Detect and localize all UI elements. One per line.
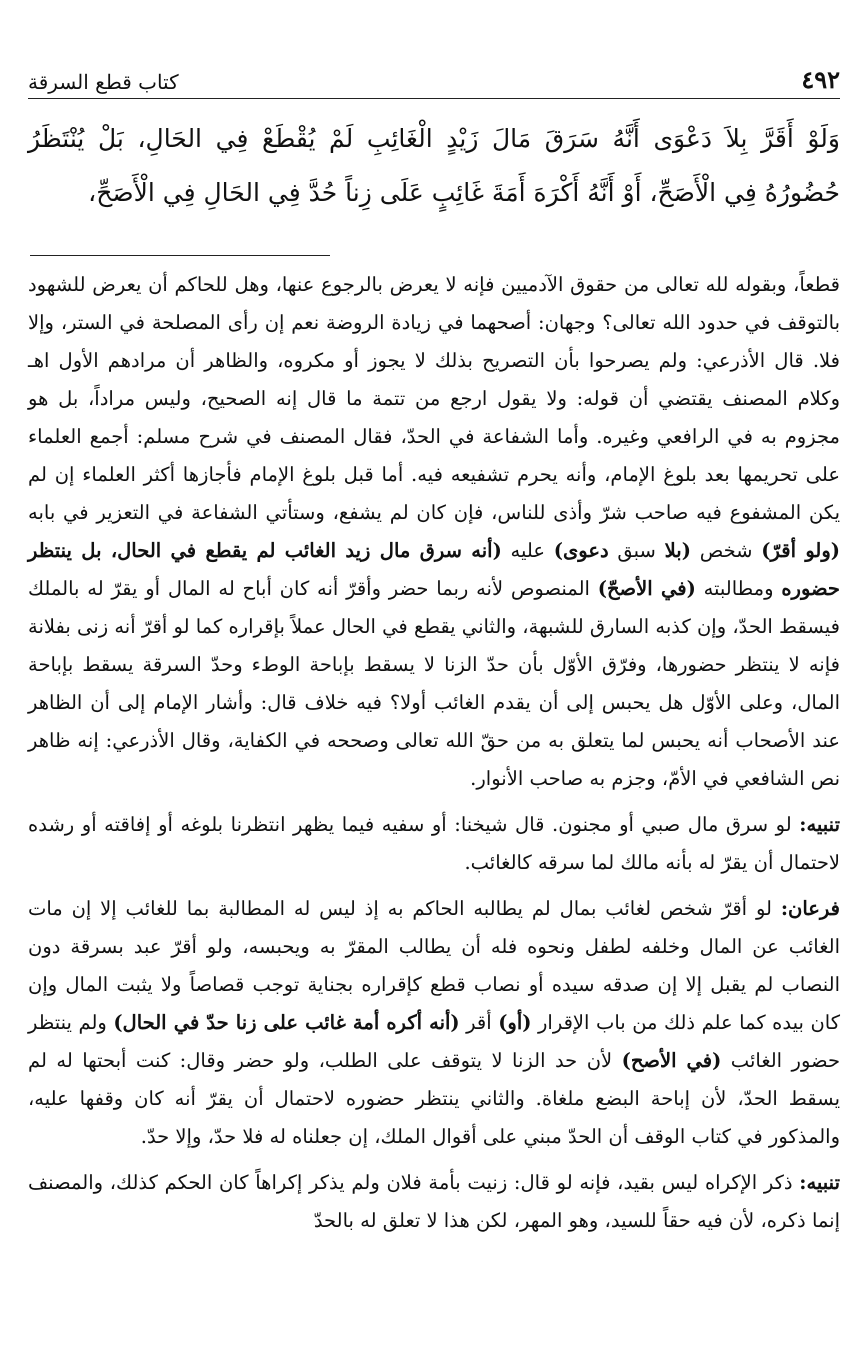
footnote-divider: [30, 255, 330, 256]
text-segment: قطعاً، وبقوله لله تعالى من حقوق الآدميين فإنه لا يعرض بالرجوع عنها، وهل للحاكم أن يعرض للشهود بالتوقف في حدود الله تعالى؟ وجهان: أصحهما في زيادة الروضة نعم إن رأى المصلحة في الستر، وإلا فلا. قال الأذرعي: ولم يصرحوا بأن التصريح بذلك لا يجوز أو مكروه، والظاهر أن مرادهم الأول اهـ وكلام المصنف يقتضي أن قوله: ولا يقول ارجع من تتمة ما قال إنه الصحيح، وليس مراداً، بل هو مجزوم به في الرافعي وغيره. وأما الشفاعة في الحدّ، فقال المصنف في شرح مسلم: أجمع العلماء على تحريمها بعد بلوغ الإمام، وأنه يحرم تشفيعه فيه. أما قبل بلوغ الإمام فأجازها أكثر العلماء إن لم يكن المشفوع فيه صاحب شرّ وأذى للناس، فإن كان لم يشفع، وستأتي الشفاعة في التعزير في بابه: [28, 273, 840, 524]
text-segment: لو سرق مال صبي أو مجنون. قال شيخنا: أو سفيه فيما يظهر انتظرنا بلوغه أو إفاقته أو رشده لاحتمال أن يقرّ له بأنه مالك لما سرقه كالغائب.: [28, 813, 840, 874]
matn-text: [28, 112, 840, 220]
text-segment: ذكر الإكراه ليس بقيد، فإنه لو قال: زنيت بأمة فلان ولم يذكر إكراهاً كان الحكم كذلك، والمصنف إنما ذكره، لأن فيه حقاً للسيد، وهو المهر، لكن هذا لا تعلق له بالحدّ: [28, 1171, 840, 1232]
bold-quote-segment: (في الأصح): [621, 1049, 722, 1072]
bold-quote-segment: تنبيه:: [799, 1171, 840, 1194]
text-segment: أقر: [459, 1011, 499, 1034]
commentary-text: [28, 266, 840, 1248]
text-segment: ومطالبته: [695, 577, 782, 600]
text-segment: ولم ينتظر حضور الغائب: [28, 1011, 840, 1072]
bold-quote-segment: (أنه أكره أمة غائب على زنا حدّ في الحال): [113, 1011, 460, 1034]
commentary-paragraph-3: [28, 890, 840, 1156]
bold-quote-segment: تنبيه:: [799, 813, 840, 836]
bold-quote-segment: (أنه سرق مال زيد الغائب لم يقطع في الحال، بل ينتظر حضوره: [28, 539, 840, 600]
page-number: ٤٩٢: [801, 65, 840, 94]
bold-quote-segment: (في الأصحّ): [597, 577, 696, 600]
matn-paragraph: وَلَوْ أَقَرَّ بِلاَ دَعْوَى أَنَّهُ سَرَقَ مَالَ زَيْدٍ الْغَائِبِ لَمْ يُقْطَعْ فِي الحَالِ، بَلْ يُنْتَظَرُ حُضُورُهُ فِي الْأَصَحِّ، أَوْ أَنَّهُ أَكْرَهَ أَمَةَ غَائِبٍ عَلَى زِناً حُدَّ فِي الحَالِ فِي الْأَصَحِّ،: [28, 124, 840, 207]
bold-quote-segment: دعوى): [553, 539, 609, 562]
text-segment: سبق: [608, 539, 665, 562]
bold-quote-segment: فرعان:: [780, 897, 840, 920]
commentary-paragraph-4: [28, 1164, 840, 1240]
bold-quote-segment: (بلا: [664, 539, 691, 562]
commentary-paragraph-2: [28, 806, 840, 882]
commentary-paragraph-1: [28, 266, 840, 798]
book-title: كتاب قطع السرقة: [28, 70, 179, 94]
text-segment: شخص: [690, 539, 762, 562]
page-header: [28, 58, 840, 99]
text-segment: عليه: [501, 539, 554, 562]
bold-quote-segment: (ولو أقرّ): [761, 539, 841, 562]
text-segment: لو أقرّ شخص لغائب بمال لم يطالبه الحاكم به إذ ليس له المطالبة بما للغائب إلا إن مات الغائب عن المال وخلفه لطفل ونحوه فله أن يطالب المقرّ به ويحبسه، ولو أقرّ عبد بسرقة دون النصاب لم يقبل إلا إن صدقه سيده أو نصاب قطع كإقراره بجناية توجب قصاصاً ولا يثبت المال وإن كان بيده كما علم ذلك من باب الإقرار: [28, 897, 840, 1034]
text-segment: لأن حد الزنا لا يتوقف على الطلب، ولو حضر وقال: كنت أبحتها له لم يسقط الحدّ، لأن إباحة البضع ملغاة. والثاني ينتظر حضوره لاحتمال أن يقرّ أنه كان وقفها عليه، والمذكور في كتاب الوقف أن الحدّ مبني على أقوال الملك، إن جعلناه له فلا حدّ، وإلا حدّ.: [28, 1049, 840, 1148]
bold-quote-segment: (أو): [498, 1011, 532, 1034]
text-segment: المنصوص لأنه ربما حضر وأقرّ أنه كان أباح له المال أو يقرّ له بالملك فيسقط الحدّ، وإن كذبه السارق للشبهة، والثاني يقطع في الحال عملاً بإقراره كما لو أقرّ أنه زنى بفلانة فإنه لا ينتظر حضورها، وفرّق الأوّل بأن حدّ الزنا لا يسقط بإباحة الوطء وحدّ السرقة يسقط بإباحة المال، وعلى الأوّل هل يحبس إلى أن يقدم الغائب أولا؟ فيه خلاف قال: وأشار الإمام إلى أن الظاهر عند الأصحاب أنه يحبس لما يتعلق به من حقّ الله تعالى وصححه في الكفاية، وقال الأذرعي: إنه ظاهر نص الشافعي في الأمّ، وجزم به صاحب الأنوار.: [28, 577, 840, 790]
